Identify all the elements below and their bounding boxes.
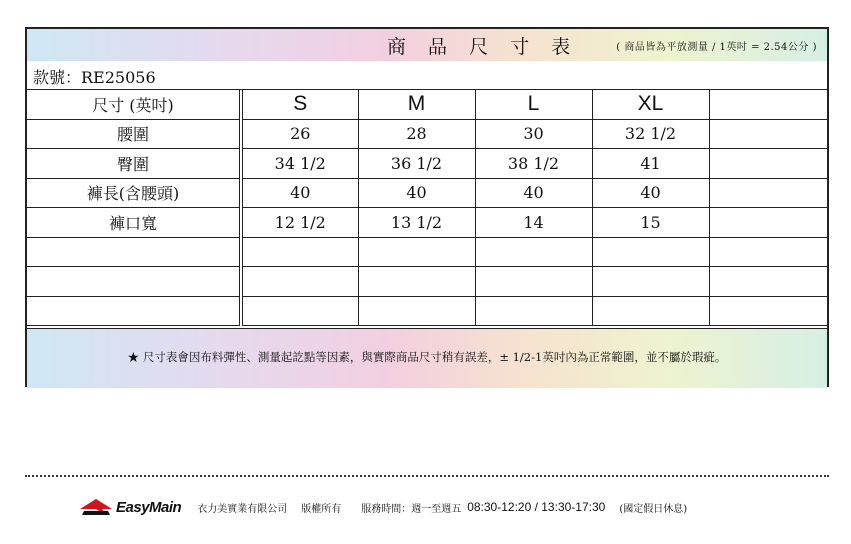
measurement-value bbox=[475, 267, 592, 297]
measurement-value bbox=[592, 237, 709, 267]
measurement-value bbox=[592, 296, 709, 326]
table-row bbox=[27, 119, 827, 149]
service-hours-label: 服務時間：週一至週五 bbox=[361, 503, 462, 515]
footer bbox=[80, 495, 687, 519]
measurement-label: 褲長(含腰頭) bbox=[27, 178, 241, 208]
measurement-label bbox=[27, 237, 241, 267]
table-row bbox=[27, 267, 827, 297]
measurement-value: 40 bbox=[592, 178, 709, 208]
measurement-value: 40 bbox=[475, 178, 592, 208]
measurement-value: 38 1/2 bbox=[475, 149, 592, 179]
divider bbox=[25, 475, 829, 477]
measurement-value: 13 1/2 bbox=[358, 208, 475, 238]
table-row bbox=[27, 208, 827, 238]
measurement-value bbox=[241, 296, 358, 326]
measurement-value bbox=[709, 119, 827, 149]
measurement-value bbox=[592, 267, 709, 297]
measurement-label: 褲口寬 bbox=[27, 208, 241, 238]
measurement-value bbox=[709, 267, 827, 297]
size-unit-header: 尺寸 (英吋) bbox=[27, 90, 241, 119]
size-column-header bbox=[709, 90, 827, 119]
measurement-value: 15 bbox=[592, 208, 709, 238]
measurement-value: 41 bbox=[592, 149, 709, 179]
size-column-header: M bbox=[358, 90, 475, 119]
measurement-value bbox=[241, 237, 358, 267]
measurement-value: 12 1/2 bbox=[241, 208, 358, 238]
size-column-header: S bbox=[241, 90, 358, 119]
copyright-text: 版權所有 bbox=[301, 503, 342, 515]
brand-logo-text: EasyMain bbox=[116, 498, 182, 516]
table-row bbox=[27, 237, 827, 267]
measurement-value: 32 1/2 bbox=[592, 119, 709, 149]
service-hours: 08:30-12:20 / 13:30-17:30 bbox=[467, 500, 606, 514]
chart-title: 商 品 尺 寸 表 bbox=[387, 36, 579, 58]
measurement-value bbox=[709, 178, 827, 208]
measurement-value bbox=[475, 237, 592, 267]
size-chart bbox=[25, 27, 829, 387]
model-number: 款號：RE25056 bbox=[33, 68, 156, 87]
measurement-label bbox=[27, 296, 241, 326]
size-table bbox=[27, 90, 827, 326]
measurement-value bbox=[358, 267, 475, 297]
company-name: 衣力美實業有限公司 bbox=[197, 503, 288, 515]
measurement-label: 腰圍 bbox=[27, 119, 241, 149]
size-column-header: XL bbox=[592, 90, 709, 119]
measurement-value bbox=[475, 296, 592, 326]
measurement-value bbox=[358, 237, 475, 267]
measurement-value: 14 bbox=[475, 208, 592, 238]
measurement-value: 28 bbox=[358, 119, 475, 149]
holiday-note: (國定假日休息) bbox=[619, 503, 688, 515]
model-row bbox=[27, 61, 827, 90]
measurement-value: 30 bbox=[475, 119, 592, 149]
measurement-value bbox=[709, 208, 827, 238]
measurement-value: 40 bbox=[358, 178, 475, 208]
measurement-value bbox=[709, 296, 827, 326]
measurement-note: ( 商品皆為平放測量 / 1英吋 = 2.54公分 ) bbox=[616, 42, 817, 53]
measurement-value bbox=[241, 267, 358, 297]
table-row bbox=[27, 149, 827, 179]
table-header-row bbox=[27, 90, 827, 119]
measurement-value bbox=[709, 149, 827, 179]
title-bar bbox=[27, 29, 827, 62]
disclaimer-text: ★ 尺寸表會因布料彈性、測量起訖點等因素，與實際商品尺寸稍有誤差，± 1/2-1英吋內為正常範圍，並不屬於瑕疵。 bbox=[127, 350, 727, 364]
disclaimer-area bbox=[27, 328, 827, 388]
table-row bbox=[27, 296, 827, 326]
measurement-value: 40 bbox=[241, 178, 358, 208]
table-row bbox=[27, 178, 827, 208]
measurement-value: 36 1/2 bbox=[358, 149, 475, 179]
measurement-label: 臀圍 bbox=[27, 149, 241, 179]
measurement-value bbox=[358, 296, 475, 326]
measurement-label bbox=[27, 267, 241, 297]
measurement-value bbox=[709, 237, 827, 267]
mountain-logo-icon bbox=[80, 499, 112, 515]
measurement-value: 26 bbox=[241, 119, 358, 149]
size-column-header: L bbox=[475, 90, 592, 119]
measurement-value: 34 1/2 bbox=[241, 149, 358, 179]
